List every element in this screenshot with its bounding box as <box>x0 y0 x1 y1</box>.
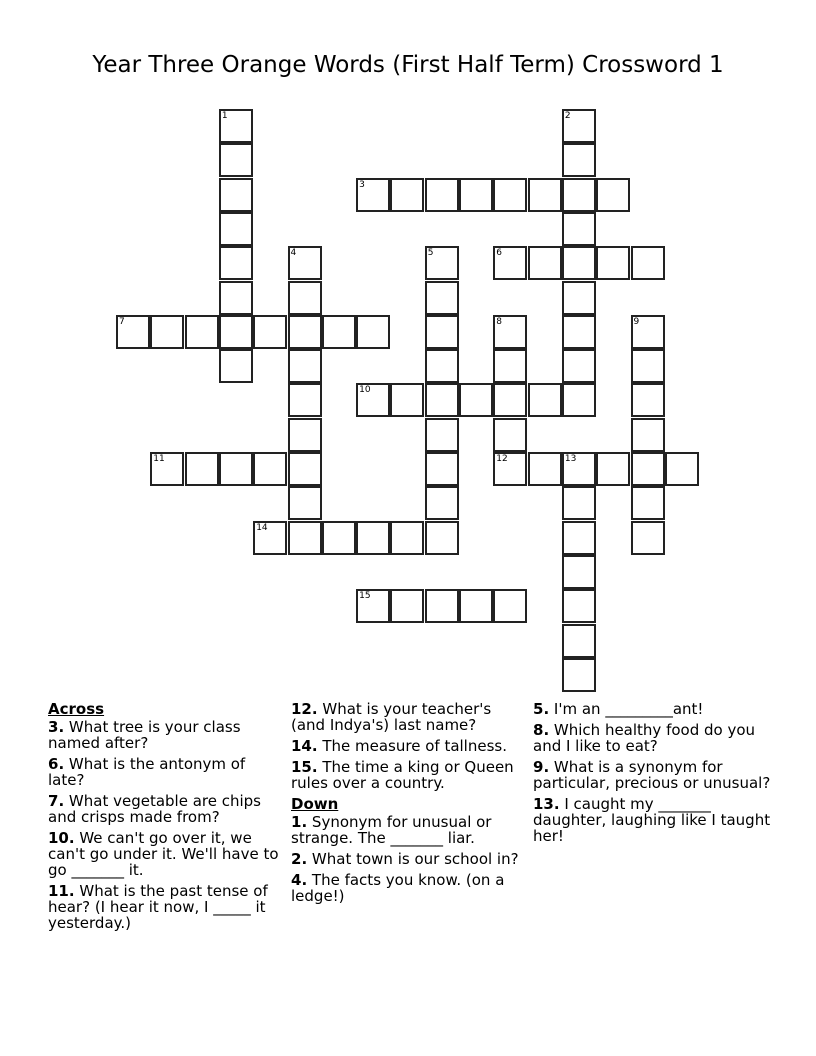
grid-cell[interactable] <box>253 315 287 349</box>
clue-number: 4 <box>290 248 297 259</box>
grid-cell[interactable] <box>356 589 390 623</box>
grid-cell[interactable] <box>528 383 562 417</box>
grid-cell[interactable] <box>253 452 287 486</box>
grid-cell[interactable] <box>631 349 665 383</box>
grid-cell[interactable] <box>493 383 527 417</box>
grid-cell[interactable] <box>562 383 596 417</box>
grid-cell[interactable] <box>562 521 596 555</box>
grid-cell[interactable] <box>562 109 596 143</box>
grid-cell[interactable] <box>425 349 459 383</box>
clues-column-3 <box>533 701 773 849</box>
grid-cell[interactable] <box>425 521 459 555</box>
grid-cell[interactable] <box>562 589 596 623</box>
clue-across-7: 7. What vegetable are chips and crisps made from? <box>48 792 261 826</box>
grid-cell[interactable] <box>528 452 562 486</box>
clue-number: 15 <box>359 591 371 602</box>
grid-cell[interactable] <box>425 452 459 486</box>
clue-number: 13 <box>564 454 577 464</box>
clue-down-1: 1. Synonym for unusual or strange. The _______ liar. <box>291 813 492 847</box>
grid-cell[interactable] <box>562 281 596 315</box>
grid-cell[interactable] <box>631 246 665 280</box>
grid-cell[interactable] <box>390 521 424 555</box>
clue-down-9: 9. What is a synonym for particular, precious or unusual? <box>533 758 771 792</box>
clue-number: 2 <box>564 111 571 121</box>
grid-cell[interactable] <box>493 349 527 383</box>
clue-across-3: 3. What tree is your class named after? <box>48 718 241 752</box>
grid-cell[interactable] <box>562 486 596 520</box>
grid-cell[interactable] <box>219 178 253 212</box>
grid-cell[interactable] <box>665 452 699 486</box>
grid-cell[interactable] <box>493 246 527 280</box>
grid-cell[interactable] <box>390 383 424 417</box>
clues-column-1 <box>48 701 283 936</box>
grid-cell[interactable] <box>493 418 527 452</box>
grid-cell[interactable] <box>116 315 150 349</box>
grid-cell[interactable] <box>631 521 665 555</box>
grid-cell[interactable] <box>219 349 253 383</box>
grid-cell[interactable] <box>219 246 253 280</box>
grid-cell[interactable] <box>288 452 322 486</box>
clue-down-8: 8. Which healthy food do you and I like to eat? <box>533 721 756 755</box>
grid-cell[interactable] <box>425 281 459 315</box>
grid-cell[interactable] <box>631 486 665 520</box>
grid-cell[interactable] <box>219 315 253 349</box>
clue-down-5: 5. I'm an _________ant! <box>533 700 704 718</box>
grid-cell[interactable] <box>459 383 493 417</box>
clue-across-11: 11. What is the past tense of hear? (I hear it now, I _____ it yesterday.) <box>48 882 268 932</box>
grid-cell[interactable] <box>219 109 253 143</box>
clue-across-6: 6. What is the antonym of late? <box>48 755 246 789</box>
grid-cell[interactable] <box>562 143 596 177</box>
grid-cell[interactable] <box>562 658 596 692</box>
grid-cell[interactable] <box>459 589 493 623</box>
grid-cell[interactable] <box>562 555 596 589</box>
clue-down-13: 13. I caught my _______ daughter, laughing like I taught her! <box>533 795 771 845</box>
clue-number: 11 <box>153 454 165 464</box>
grid-cell[interactable] <box>150 452 184 486</box>
grid-cell[interactable] <box>288 315 322 349</box>
grid-cell[interactable] <box>562 349 596 383</box>
clue-across-10: 10. We can't go over it, we can't go under it. We'll have to go _______ it. <box>48 829 279 879</box>
grid-cell[interactable] <box>631 383 665 417</box>
page-title: Year Three Orange Words (First Half Term) Crossword 1 <box>92 52 724 78</box>
grid-cell[interactable] <box>356 178 390 212</box>
clue-number: 10 <box>359 385 371 396</box>
grid-cell[interactable] <box>562 315 596 349</box>
grid-cell[interactable] <box>356 383 390 417</box>
grid-cell[interactable] <box>288 383 322 417</box>
grid-cell[interactable] <box>562 452 596 486</box>
grid-cell[interactable] <box>425 315 459 349</box>
grid-cell[interactable] <box>493 178 527 212</box>
clue-across-14: 14. The measure of tallness. <box>291 737 507 755</box>
grid-cell[interactable] <box>493 589 527 623</box>
grid-cell[interactable] <box>288 349 322 383</box>
grid-cell[interactable] <box>288 246 322 280</box>
grid-cell[interactable] <box>562 246 596 280</box>
clue-number: 12 <box>496 454 508 464</box>
down-heading: Down <box>291 795 339 813</box>
grid-cell[interactable] <box>562 178 596 212</box>
clue-across-15: 15. The time a king or Queen rules over a country. <box>291 758 514 792</box>
grid-cell[interactable] <box>596 178 630 212</box>
grid-cell[interactable] <box>493 315 527 349</box>
grid-cell[interactable] <box>288 418 322 452</box>
grid-cell[interactable] <box>390 589 424 623</box>
grid-cell[interactable] <box>425 246 459 280</box>
grid-cell[interactable] <box>425 486 459 520</box>
clue-number: 9 <box>633 316 640 327</box>
grid-cell[interactable] <box>425 418 459 452</box>
grid-cell[interactable] <box>253 521 287 555</box>
grid-cell[interactable] <box>425 178 459 212</box>
clue-number: 3 <box>359 179 365 190</box>
grid-cell[interactable] <box>288 486 322 520</box>
grid-cell[interactable] <box>390 178 424 212</box>
grid-cell[interactable] <box>288 281 322 315</box>
clue-number: 14 <box>256 522 268 533</box>
grid-cell[interactable] <box>356 521 390 555</box>
clue-number: 6 <box>496 248 503 259</box>
grid-cell[interactable] <box>528 178 562 212</box>
grid-cell[interactable] <box>185 452 219 486</box>
grid-cell[interactable] <box>219 281 253 315</box>
clue-number: 8 <box>496 316 503 327</box>
grid-cell[interactable] <box>596 452 630 486</box>
grid-cell[interactable] <box>356 315 390 349</box>
clue-number: 7 <box>119 316 125 327</box>
grid-cell[interactable] <box>562 212 596 246</box>
grid-cell[interactable] <box>219 212 253 246</box>
clue-across-12: 12. What is your teacher's (and Indya's) last name? <box>291 700 492 734</box>
grid-cell[interactable] <box>631 418 665 452</box>
grid-cell[interactable] <box>322 521 356 555</box>
across-heading: Across <box>48 700 105 718</box>
grid-cell[interactable] <box>425 589 459 623</box>
grid-cell[interactable] <box>631 452 665 486</box>
clues-column-2 <box>291 701 527 909</box>
clue-down-2: 2. What town is our school in? <box>291 850 519 868</box>
grid-cell[interactable] <box>425 383 459 417</box>
grid-cell[interactable] <box>631 315 665 349</box>
clue-down-4: 4. The facts you know. (on a ledge!) <box>291 871 505 905</box>
grid-cell[interactable] <box>219 452 253 486</box>
grid-cell[interactable] <box>219 143 253 177</box>
grid-cell[interactable] <box>493 452 527 486</box>
clue-number: 1 <box>221 111 228 121</box>
grid-cell[interactable] <box>459 178 493 212</box>
grid-cell[interactable] <box>150 315 184 349</box>
clue-number: 5 <box>427 248 434 259</box>
grid-cell[interactable] <box>288 521 322 555</box>
grid-cell[interactable] <box>562 624 596 658</box>
grid-cell[interactable] <box>596 246 630 280</box>
grid-cell[interactable] <box>322 315 356 349</box>
grid-cell[interactable] <box>185 315 219 349</box>
grid-cell[interactable] <box>528 246 562 280</box>
